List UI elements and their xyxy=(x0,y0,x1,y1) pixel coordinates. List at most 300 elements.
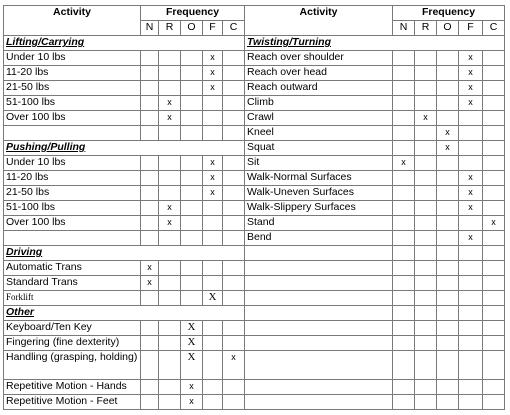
frequency-mark-r-left xyxy=(159,261,181,276)
activity-label-left: 11-20 lbs xyxy=(4,66,141,81)
frequency-mark-r-right xyxy=(415,306,437,321)
frequency-mark-o-left xyxy=(181,216,203,231)
frequency-mark-f-right: x xyxy=(459,51,483,66)
frequency-mark-f-left xyxy=(203,261,223,276)
frequency-mark-n-right xyxy=(393,321,415,336)
frequency-mark-o-right xyxy=(437,111,459,126)
activity-label-left: Fingering (fine dexterity) xyxy=(4,336,141,351)
frequency-mark-n-right: x xyxy=(393,156,415,171)
activity-label-right: Reach over head xyxy=(245,66,393,81)
frequency-mark-f-left xyxy=(203,276,223,291)
frequency-mark-n-right xyxy=(393,66,415,81)
frequency-mark-f-left xyxy=(203,111,223,126)
activity-label-left: Standard Trans xyxy=(4,276,141,291)
table-row xyxy=(4,306,505,321)
frequency-mark-n-right xyxy=(393,231,415,246)
table-row xyxy=(4,246,505,261)
activity-label-right xyxy=(245,261,393,276)
frequency-mark-r-right xyxy=(415,51,437,66)
freq-r-left: R xyxy=(159,21,181,36)
frequency-mark-c-right xyxy=(483,141,505,156)
frequency-mark-f-left: x xyxy=(203,186,223,201)
frequency-mark-c-left xyxy=(223,216,245,231)
activity-label-right: Crawl xyxy=(245,111,393,126)
frequency-mark-f-right xyxy=(459,246,483,261)
frequency-mark-n-right xyxy=(393,51,415,66)
frequency-mark-n-left xyxy=(141,321,159,336)
frequency-mark-c-left xyxy=(223,171,245,186)
frequency-mark-f-left: x xyxy=(203,171,223,186)
activity-label-left: 21-50 lbs xyxy=(4,81,141,96)
frequency-mark-c-right xyxy=(483,156,505,171)
table-row xyxy=(4,111,505,126)
frequency-mark-f-left xyxy=(203,351,223,380)
frequency-mark-r-left xyxy=(159,336,181,351)
activity-label-right: Squat xyxy=(245,141,393,156)
frequency-mark-o-right xyxy=(437,81,459,96)
frequency-mark-r-left xyxy=(159,380,181,395)
frequency-mark-r-left xyxy=(159,351,181,380)
table-row xyxy=(4,216,505,231)
frequency-mark-o-right xyxy=(437,231,459,246)
frequency-mark-o-left xyxy=(181,171,203,186)
frequency-mark-c-left xyxy=(223,231,245,246)
frequency-mark-c-right xyxy=(483,126,505,141)
frequency-mark-n-left xyxy=(141,291,159,306)
frequency-mark-f-right: x xyxy=(459,96,483,111)
frequency-mark-f-right: x xyxy=(459,171,483,186)
frequency-mark-c-right xyxy=(483,306,505,321)
table-row xyxy=(4,66,505,81)
frequency-mark-c-right xyxy=(483,321,505,336)
activity-label-right xyxy=(245,276,393,291)
frequency-mark-o-left xyxy=(181,186,203,201)
frequency-mark-c-right xyxy=(483,351,505,380)
frequency-mark-n-right xyxy=(393,81,415,96)
frequency-mark-r-left xyxy=(159,171,181,186)
frequency-mark-f-right xyxy=(459,306,483,321)
frequency-mark-o-left: x xyxy=(181,380,203,395)
frequency-mark-r-right xyxy=(415,276,437,291)
frequency-mark-r-right xyxy=(415,246,437,261)
frequency-mark-r-right xyxy=(415,201,437,216)
frequency-mark-n-left: x xyxy=(141,261,159,276)
frequency-mark-o-left xyxy=(181,66,203,81)
frequency-mark-n-right xyxy=(393,186,415,201)
frequency-mark-n-right xyxy=(393,201,415,216)
frequency-mark-o-right xyxy=(437,351,459,380)
frequency-mark-f-right xyxy=(459,111,483,126)
frequency-mark-o-left xyxy=(181,51,203,66)
frequency-mark-n-right xyxy=(393,126,415,141)
frequency-table-body xyxy=(4,36,505,410)
frequency-mark-r-right: x xyxy=(415,111,437,126)
frequency-mark-c-left xyxy=(223,201,245,216)
frequency-mark-o-right xyxy=(437,291,459,306)
freq-c-left: C xyxy=(223,21,245,36)
activity-label-left xyxy=(4,231,141,246)
frequency-mark-o-right xyxy=(437,336,459,351)
activity-label-left: Handling (grasping, holding) xyxy=(4,351,141,380)
activity-label-left xyxy=(4,126,141,141)
activity-label-left: 21-50 lbs xyxy=(4,186,141,201)
frequency-mark-r-right xyxy=(415,96,437,111)
table-row xyxy=(4,81,505,96)
frequency-mark-n-right xyxy=(393,171,415,186)
frequency-mark-r-left: x xyxy=(159,96,181,111)
activity-label-left: Forklift xyxy=(4,291,141,306)
header-row xyxy=(4,6,505,21)
frequency-mark-r-left xyxy=(159,126,181,141)
freq-r-right: R xyxy=(415,21,437,36)
frequency-mark-c-left xyxy=(223,276,245,291)
frequency-mark-r-left xyxy=(159,66,181,81)
frequency-mark-n-left xyxy=(141,231,159,246)
activity-label-right: Climb xyxy=(245,96,393,111)
activity-label-right xyxy=(245,246,393,261)
activity-label-left: Over 100 lbs xyxy=(4,111,141,126)
frequency-mark-f-right xyxy=(459,336,483,351)
section-heading-left: Other xyxy=(4,306,245,321)
frequency-mark-f-left xyxy=(203,216,223,231)
frequency-mark-r-right xyxy=(415,321,437,336)
frequency-mark-c-left xyxy=(223,321,245,336)
frequency-mark-o-left: X xyxy=(181,336,203,351)
frequency-mark-n-right xyxy=(393,141,415,156)
frequency-mark-r-left xyxy=(159,291,181,306)
frequency-mark-o-left xyxy=(181,231,203,246)
freq-f-right: F xyxy=(459,21,483,36)
activity-header-right: Activity xyxy=(245,6,393,36)
frequency-mark-o-right xyxy=(437,156,459,171)
activity-label-right xyxy=(245,395,393,410)
activity-label-right: Reach over shoulder xyxy=(245,51,393,66)
activity-label-right xyxy=(245,291,393,306)
frequency-mark-c-right xyxy=(483,246,505,261)
frequency-mark-f-left: x xyxy=(203,66,223,81)
frequency-mark-o-right xyxy=(437,201,459,216)
frequency-mark-r-right xyxy=(415,291,437,306)
activity-label-left: Under 10 lbs xyxy=(4,156,141,171)
table-row xyxy=(4,321,505,336)
section-heading-right: Twisting/Turning xyxy=(245,36,505,51)
frequency-mark-o-right: x xyxy=(437,126,459,141)
frequency-mark-f-right xyxy=(459,261,483,276)
frequency-mark-o-right xyxy=(437,96,459,111)
frequency-mark-c-right xyxy=(483,291,505,306)
frequency-mark-f-right xyxy=(459,276,483,291)
frequency-mark-n-left xyxy=(141,171,159,186)
frequency-mark-n-right xyxy=(393,395,415,410)
frequency-mark-f-right xyxy=(459,380,483,395)
frequency-mark-c-right xyxy=(483,261,505,276)
frequency-mark-n-left xyxy=(141,186,159,201)
frequency-mark-o-right xyxy=(437,395,459,410)
activity-header-left: Activity xyxy=(4,6,141,36)
frequency-mark-r-right xyxy=(415,351,437,380)
frequency-mark-f-right xyxy=(459,291,483,306)
frequency-mark-c-right xyxy=(483,395,505,410)
activity-label-right xyxy=(245,351,393,380)
frequency-mark-n-left xyxy=(141,66,159,81)
table-row xyxy=(4,380,505,395)
activity-label-left: Under 10 lbs xyxy=(4,51,141,66)
frequency-mark-n-left xyxy=(141,336,159,351)
table-row xyxy=(4,186,505,201)
frequency-mark-c-left xyxy=(223,261,245,276)
frequency-mark-o-right xyxy=(437,276,459,291)
frequency-mark-n-left: x xyxy=(141,276,159,291)
frequency-mark-r-left xyxy=(159,276,181,291)
frequency-mark-n-left xyxy=(141,126,159,141)
frequency-mark-c-right xyxy=(483,201,505,216)
frequency-mark-n-right xyxy=(393,261,415,276)
frequency-mark-c-right xyxy=(483,51,505,66)
frequency-mark-c-left xyxy=(223,186,245,201)
frequency-mark-c-right xyxy=(483,66,505,81)
physical-demands-grid xyxy=(3,5,505,410)
frequency-mark-o-left xyxy=(181,276,203,291)
frequency-mark-n-right xyxy=(393,291,415,306)
frequency-mark-r-right xyxy=(415,171,437,186)
frequency-mark-c-right xyxy=(483,380,505,395)
frequency-mark-r-left: x xyxy=(159,216,181,231)
frequency-mark-c-right xyxy=(483,276,505,291)
frequency-mark-r-right xyxy=(415,126,437,141)
table-row xyxy=(4,395,505,410)
table-row xyxy=(4,276,505,291)
frequency-mark-n-left xyxy=(141,156,159,171)
frequency-mark-r-left xyxy=(159,51,181,66)
frequency-mark-c-left xyxy=(223,51,245,66)
frequency-header-left: Frequency xyxy=(141,6,245,21)
activity-label-left: Automatic Trans xyxy=(4,261,141,276)
frequency-mark-c-right xyxy=(483,186,505,201)
frequency-mark-c-right xyxy=(483,336,505,351)
table-row xyxy=(4,156,505,171)
frequency-mark-f-right: x xyxy=(459,201,483,216)
frequency-mark-f-left xyxy=(203,201,223,216)
section-heading-left: Lifting/Carrying xyxy=(4,36,245,51)
frequency-mark-r-right xyxy=(415,216,437,231)
frequency-mark-o-left xyxy=(181,291,203,306)
activity-label-left: 51-100 lbs xyxy=(4,96,141,111)
frequency-mark-f-left xyxy=(203,395,223,410)
frequency-mark-f-right xyxy=(459,156,483,171)
frequency-mark-f-left: x xyxy=(203,156,223,171)
frequency-mark-o-left xyxy=(181,111,203,126)
frequency-mark-o-right xyxy=(437,66,459,81)
frequency-mark-n-right xyxy=(393,216,415,231)
activity-label-left: 11-20 lbs xyxy=(4,171,141,186)
frequency-mark-n-left xyxy=(141,51,159,66)
activity-label-right: Walk-Normal Surfaces xyxy=(245,171,393,186)
activity-label-right: Walk-Slippery Surfaces xyxy=(245,201,393,216)
activity-label-right: Sit xyxy=(245,156,393,171)
frequency-mark-n-right xyxy=(393,306,415,321)
frequency-mark-f-right: x xyxy=(459,231,483,246)
table-row xyxy=(4,141,505,156)
frequency-mark-o-left xyxy=(181,156,203,171)
table-row xyxy=(4,231,505,246)
frequency-mark-o-right xyxy=(437,216,459,231)
frequency-mark-r-left xyxy=(159,231,181,246)
frequency-mark-n-left xyxy=(141,216,159,231)
frequency-mark-r-right xyxy=(415,395,437,410)
frequency-mark-c-left xyxy=(223,395,245,410)
section-heading-left: Pushing/Pulling xyxy=(4,141,245,156)
frequency-mark-n-left xyxy=(141,351,159,380)
table-row xyxy=(4,126,505,141)
frequency-mark-c-left xyxy=(223,380,245,395)
frequency-mark-n-right xyxy=(393,336,415,351)
frequency-mark-f-right xyxy=(459,321,483,336)
frequency-mark-n-left xyxy=(141,395,159,410)
table-row xyxy=(4,51,505,66)
table-row xyxy=(4,351,505,380)
frequency-mark-o-left: x xyxy=(181,395,203,410)
freq-n-left: N xyxy=(141,21,159,36)
frequency-mark-c-right xyxy=(483,96,505,111)
frequency-mark-f-right: x xyxy=(459,81,483,96)
frequency-mark-o-left xyxy=(181,201,203,216)
frequency-mark-o-right xyxy=(437,321,459,336)
frequency-mark-o-left xyxy=(181,126,203,141)
freq-c-right: C xyxy=(483,21,505,36)
frequency-mark-r-left xyxy=(159,186,181,201)
frequency-mark-o-right xyxy=(437,246,459,261)
frequency-mark-n-right xyxy=(393,96,415,111)
frequency-mark-f-left xyxy=(203,336,223,351)
activity-label-left: Over 100 lbs xyxy=(4,216,141,231)
frequency-mark-f-right xyxy=(459,216,483,231)
frequency-mark-o-right xyxy=(437,261,459,276)
frequency-mark-c-right xyxy=(483,231,505,246)
freq-n-right: N xyxy=(393,21,415,36)
frequency-mark-c-left xyxy=(223,66,245,81)
frequency-mark-r-left xyxy=(159,81,181,96)
table-row xyxy=(4,291,505,306)
frequency-mark-n-right xyxy=(393,380,415,395)
frequency-mark-c-left: x xyxy=(223,351,245,380)
activity-label-right: Stand xyxy=(245,216,393,231)
frequency-mark-c-left xyxy=(223,81,245,96)
frequency-mark-r-left: x xyxy=(159,111,181,126)
frequency-mark-c-left xyxy=(223,291,245,306)
frequency-mark-f-left: X xyxy=(203,291,223,306)
frequency-mark-r-right xyxy=(415,186,437,201)
activity-label-left: Repetitive Motion - Hands xyxy=(4,380,141,395)
frequency-mark-c-left xyxy=(223,96,245,111)
frequency-mark-o-left: X xyxy=(181,321,203,336)
frequency-mark-o-left: X xyxy=(181,351,203,380)
frequency-mark-r-right xyxy=(415,81,437,96)
frequency-mark-f-left: x xyxy=(203,81,223,96)
frequency-mark-r-left xyxy=(159,156,181,171)
frequency-mark-f-right xyxy=(459,126,483,141)
frequency-mark-f-left xyxy=(203,231,223,246)
frequency-mark-c-right: x xyxy=(483,216,505,231)
frequency-mark-o-right: x xyxy=(437,141,459,156)
frequency-mark-n-left xyxy=(141,380,159,395)
frequency-mark-f-left: x xyxy=(203,51,223,66)
frequency-mark-r-right xyxy=(415,261,437,276)
frequency-mark-f-right: x xyxy=(459,186,483,201)
frequency-mark-o-right xyxy=(437,171,459,186)
activity-label-right: Reach outward xyxy=(245,81,393,96)
frequency-mark-r-left xyxy=(159,395,181,410)
frequency-mark-r-left xyxy=(159,321,181,336)
frequency-table xyxy=(3,5,505,410)
frequency-mark-r-right xyxy=(415,141,437,156)
frequency-mark-n-left xyxy=(141,96,159,111)
frequency-mark-c-right xyxy=(483,171,505,186)
frequency-header-right: Frequency xyxy=(393,6,505,21)
activity-label-right xyxy=(245,321,393,336)
frequency-mark-f-right xyxy=(459,395,483,410)
activity-label-right: Kneel xyxy=(245,126,393,141)
activity-label-left: Keyboard/Ten Key xyxy=(4,321,141,336)
frequency-mark-f-right: x xyxy=(459,66,483,81)
frequency-mark-o-right xyxy=(437,186,459,201)
frequency-mark-o-right xyxy=(437,51,459,66)
frequency-mark-f-right xyxy=(459,141,483,156)
frequency-mark-f-left xyxy=(203,96,223,111)
activity-label-left: 51-100 lbs xyxy=(4,201,141,216)
frequency-mark-r-right xyxy=(415,156,437,171)
table-row xyxy=(4,336,505,351)
freq-o-left: O xyxy=(181,21,203,36)
table-row xyxy=(4,36,505,51)
freq-f-left: F xyxy=(203,21,223,36)
frequency-mark-o-left xyxy=(181,81,203,96)
frequency-mark-r-right xyxy=(415,380,437,395)
section-heading-left: Driving xyxy=(4,246,245,261)
frequency-mark-n-right xyxy=(393,276,415,291)
activity-label-right xyxy=(245,306,393,321)
frequency-mark-f-right xyxy=(459,351,483,380)
frequency-mark-c-right xyxy=(483,111,505,126)
table-row xyxy=(4,201,505,216)
frequency-mark-c-left xyxy=(223,111,245,126)
frequency-mark-n-right xyxy=(393,351,415,380)
frequency-mark-n-right xyxy=(393,111,415,126)
activity-label-left: Repetitive Motion - Feet xyxy=(4,395,141,410)
frequency-mark-o-right xyxy=(437,380,459,395)
activity-label-right xyxy=(245,336,393,351)
frequency-mark-r-right xyxy=(415,231,437,246)
frequency-mark-n-left xyxy=(141,201,159,216)
activity-label-right: Walk-Uneven Surfaces xyxy=(245,186,393,201)
frequency-mark-n-left xyxy=(141,111,159,126)
frequency-mark-c-right xyxy=(483,81,505,96)
frequency-mark-r-right xyxy=(415,66,437,81)
frequency-mark-f-left xyxy=(203,321,223,336)
frequency-mark-c-left xyxy=(223,336,245,351)
frequency-mark-r-right xyxy=(415,336,437,351)
frequency-mark-r-left: x xyxy=(159,201,181,216)
frequency-mark-o-left xyxy=(181,261,203,276)
frequency-mark-n-right xyxy=(393,246,415,261)
table-row xyxy=(4,261,505,276)
table-row xyxy=(4,96,505,111)
frequency-mark-o-left xyxy=(181,96,203,111)
activity-label-right xyxy=(245,380,393,395)
freq-o-right: O xyxy=(437,21,459,36)
frequency-mark-n-left xyxy=(141,81,159,96)
frequency-mark-f-left xyxy=(203,126,223,141)
table-row xyxy=(4,171,505,186)
